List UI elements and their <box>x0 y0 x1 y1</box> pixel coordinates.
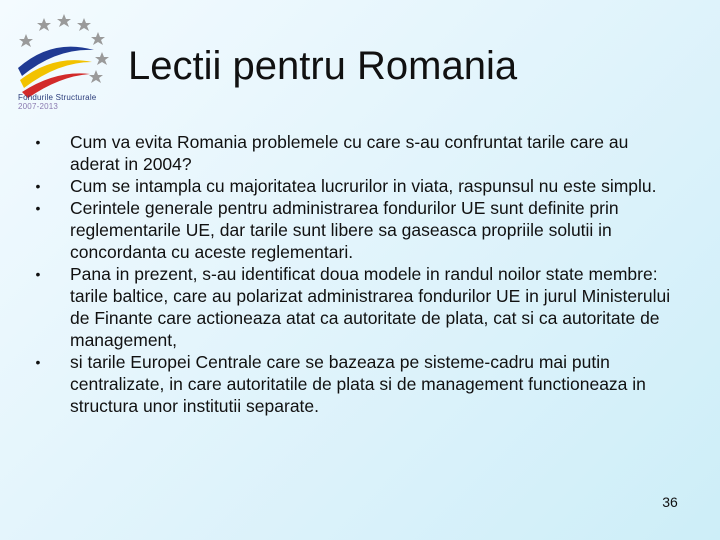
bullet-dot-icon: • <box>35 354 41 370</box>
bullet-item <box>32 131 672 175</box>
bullet-dot-icon: • <box>35 178 41 194</box>
bullet-item <box>32 175 672 197</box>
bullet-item <box>32 197 672 263</box>
bullet-text: si tarile Europei Centrale care se bazeaza pe sisteme-cadru mai putin centralizate, in care autoritatile de plata si de management functioneaza in structura unor institutii separate. <box>70 352 646 416</box>
bullet-dot-icon: • <box>35 200 41 216</box>
bullet-dot-icon: • <box>35 134 41 150</box>
logo-caption <box>18 93 128 111</box>
bullet-text: Cum se intampla cu majoritatea lucrurilor in viata, raspunsul nu este simplu. <box>70 176 657 196</box>
bullet-text: Pana in prezent, s-au identificat doua modele in randul noilor state membre: tarile baltice, care au polarizat administrarea fondurilor UE in jurul Ministerului de Finante care actioneaza atat ca autoritate de plata, cat si ca autoritate de management, <box>70 264 671 350</box>
bullet-list <box>32 131 672 417</box>
logo-caption-line1: Fondurile Structurale <box>18 93 97 102</box>
bullet-item <box>32 263 672 351</box>
bullet-item <box>32 351 672 417</box>
logo-caption-line2: 2007-2013 <box>18 102 59 111</box>
bullet-dot-icon: • <box>35 266 41 282</box>
bullet-text: Cerintele generale pentru administrarea fondurilor UE sunt definite prin reglementarile UE, dar tarile sunt libere sa gaseasca propriile solutii in concordanta cu aceste reglementari. <box>70 198 619 262</box>
eu-stars-logo-icon <box>12 10 122 100</box>
page-number: 36 <box>662 494 678 510</box>
bullet-text: Cum va evita Romania problemele cu care s-au confruntat tarile care au aderat in 2004? <box>70 132 629 174</box>
slide-title: Lectii pentru Romania <box>128 44 518 88</box>
